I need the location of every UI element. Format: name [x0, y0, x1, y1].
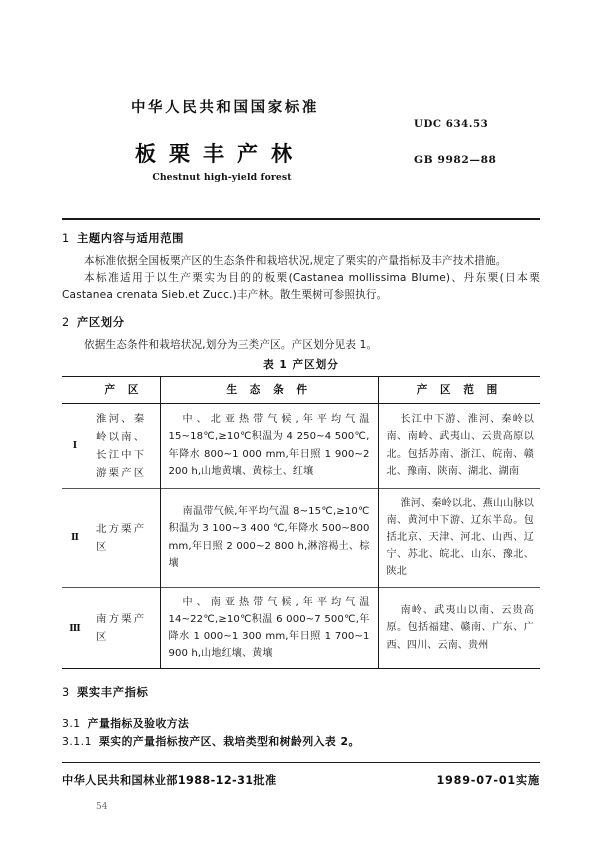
section-1-paragraph-2: 本标准适用于以生产栗实为目的的板栗(Castanea mollissima Blume)、丹东栗(日本栗 Castanea crenata Sieb.et Zucc.)丰产林。散生栗树可参照执行。 [62, 272, 540, 301]
table-header-row [62, 376, 540, 403]
table-row [62, 587, 540, 669]
zone-eco-conditions: 中、北亚热带气候,年平均气温 15~18℃,≥10℃积温为 4 250~4 500℃,年降水 800~1 000 mm,年日照 1 900~2 200 h,山地黄壤、黄棕土、红壤 [160, 403, 378, 488]
footer [62, 772, 540, 788]
footer-divider [62, 762, 540, 763]
section-3-1-1-text: 栗实的产量指标按产区、栽培类型和树龄列入表 2。 [98, 734, 360, 748]
document-title: 板栗丰产林 [135, 142, 305, 166]
table-col-header-zone: 产 区 [88, 376, 160, 403]
table-row [62, 488, 540, 587]
udc-code: UDC 634.53 [414, 118, 489, 130]
section-3-1-number: 3.1 [62, 717, 81, 731]
table-1-production-zones [62, 376, 540, 670]
section-1-number: 1 [62, 232, 70, 245]
table-col-header-range: 产 区 范 围 [378, 376, 540, 403]
section-2-number: 2 [62, 316, 70, 330]
section-3-heading [62, 684, 540, 700]
gb-standard-code: GB 9982—88 [414, 154, 497, 166]
zone-eco-conditions: 中、南亚热带气候,年平均气温 14~22℃,≥10℃积温 6 000~7 500℃,年降水 1 000~1 300 mm,年日照 1 700~1 900 h,山地红壤、黄壤 [160, 587, 378, 669]
masthead [62, 96, 540, 196]
section-2-title: 产区划分 [77, 316, 125, 330]
zone-range: 淮河、秦岭以北、燕山山脉以南、黄河中下游、辽东半岛。包括北京、天津、河北、山西、辽宁、苏北、皖北、山东、豫北、陕北 [378, 488, 540, 587]
document-title-english: Chestnut high-yield forest [152, 172, 292, 183]
footer-effective-date: 1989-07-01实施 [436, 774, 540, 787]
header-divider [62, 218, 540, 220]
table-col-header-zone-a [62, 376, 88, 403]
section-3-1-1-heading [62, 733, 540, 751]
zone-eco-conditions: 南温带气候,年平均气温 8~15℃,≥10℃积温为 3 100~3 400 ℃,年降水 500~800 mm,年日照 2 000~2 800 h,淋溶褐土、棕壤 [160, 488, 378, 587]
zone-name: 北方栗产区 [88, 488, 160, 587]
page-number: 54 [96, 802, 108, 812]
table-1-caption: 表 1 产区划分 [263, 358, 339, 371]
national-standard-line: 中华人民共和国国家标准 [130, 100, 320, 116]
zone-name: 淮河、秦岭以南、长江中下游栗产区 [88, 403, 160, 488]
zone-range: 南岭、武夷山以南、云贵高原。包括福建、赣南、广东、广西、四川、云南、贵州 [378, 587, 540, 669]
zone-name: 南方栗产区 [88, 587, 160, 669]
section-3-1-heading [62, 715, 540, 733]
section-3-1-text: 产量指标及验收方法 [87, 717, 190, 731]
section-1-title: 主题内容与适用范围 [77, 232, 185, 245]
zone-numeral: Ⅲ [62, 587, 88, 669]
zone-numeral: Ⅱ [62, 488, 88, 587]
section-3-1-1-number: 3.1.1 [62, 734, 92, 748]
zone-numeral: Ⅰ [72, 440, 78, 452]
table-row [62, 403, 540, 488]
footer-approval: 中华人民共和国林业部1988-12-31批准 [62, 774, 277, 787]
section-2-paragraph-1: 依据生态条件和栽培状况,划分为三类产区。产区划分见表 1。 [84, 339, 378, 352]
section-3-title: 栗实丰产指标 [77, 686, 149, 700]
section-1-heading [62, 230, 540, 246]
zone-range: 长江中下游、淮河、秦岭以南、南岭、武夷山、云贵高原以北。包括苏南、浙江、皖南、赣北、豫南、陕南、湖北、湖南 [386, 414, 534, 477]
table-col-header-eco: 生 态 条 件 [160, 376, 378, 403]
document-body [62, 230, 540, 750]
section-3-number: 3 [62, 686, 70, 700]
section-2-heading [62, 314, 540, 330]
section-1-paragraph-1: 本标准依据全国板栗产区的生态条件和栽培状况,规定了栗实的产量指标及丰产技术措施。 [84, 255, 507, 267]
